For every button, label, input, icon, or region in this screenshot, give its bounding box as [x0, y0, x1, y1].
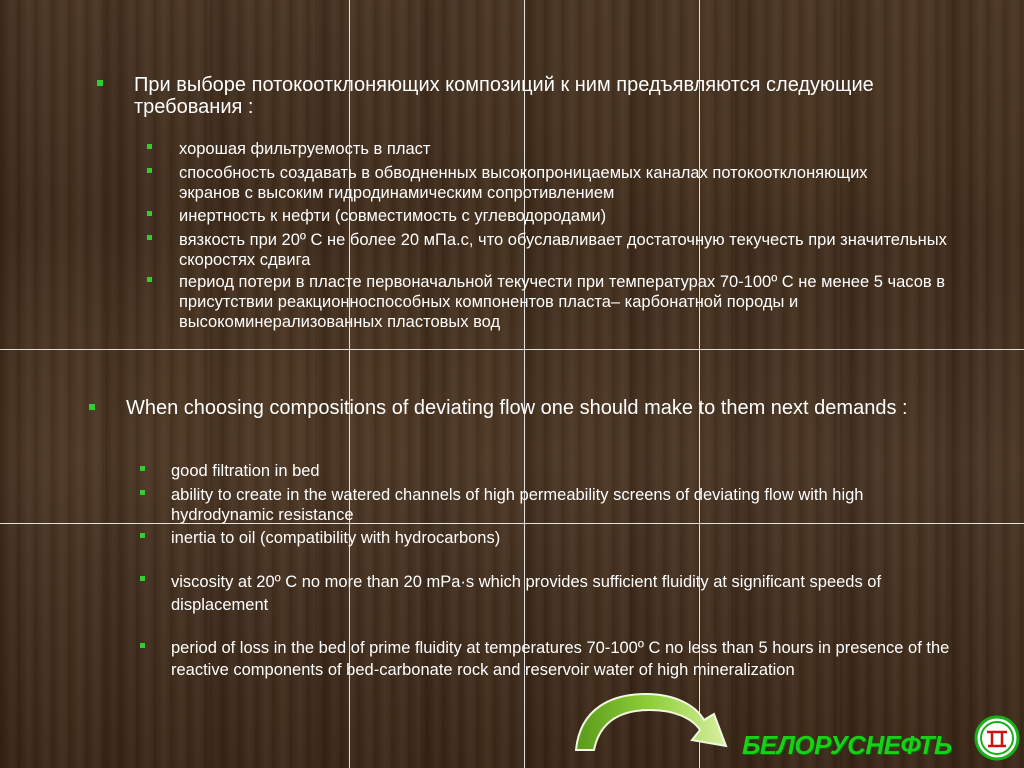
ru-item-3: инертность к нефти (совместимость с углеводородами): [179, 207, 607, 225]
grid-line-h1: [0, 349, 1024, 350]
bullet-icon: [140, 643, 145, 648]
company-emblem-icon: [974, 715, 1020, 761]
bullet-icon: [147, 235, 152, 240]
bullet-icon: [147, 211, 152, 216]
en-item-1: good filtration in bed: [171, 462, 320, 480]
bullet-icon: [89, 404, 95, 410]
en-item-4: viscosity at 20º С no more than 20 mPa·s which provides sufficient fluidity at significant speeds of displacement: [171, 573, 882, 614]
bullet-icon: [140, 466, 145, 471]
bullet-icon: [147, 168, 152, 173]
ru-item-2: способность создавать в обводненных высокопроницаемых каналах потокоотклоняющих экранов с высоким гидродинамическим сопротивлением: [179, 164, 868, 202]
bullet-icon: [140, 490, 145, 495]
ru-intro: При выборе потокоотклоняющих композиций к ним предъявляются следующие требования :: [134, 74, 874, 118]
bullet-icon: [140, 533, 145, 538]
ru-item-5: период потери в пласте первоначальной текучести при температурах 70-100º С не менее 5 часов в присутствии реакционноспособных компонентов пласта– карбонатной породы и высокоминерализованных пластовых вод: [179, 273, 946, 331]
company-logo-text: БЕЛОРУСНЕФТЬ: [742, 730, 952, 760]
curved-arrow-icon: [572, 690, 732, 752]
ru-item-4: вязкость при 20º С не более 20 мПа.с, что обуславливает достаточную текучесть при значительных скоростях сдвига: [179, 231, 947, 269]
bullet-icon: [97, 80, 103, 86]
en-intro: When choosing compositions of deviating flow one should make to them next demands :: [126, 397, 908, 419]
en-item-2: ability to create in the watered channels of high permeability screens of deviating flow with high hydrodynamic resistance: [171, 486, 864, 524]
bullet-icon: [147, 144, 152, 149]
bullet-icon: [147, 277, 152, 282]
en-item-5: period of loss in the bed of prime fluidity at temperatures 70-100º С no less than 5 hours in presence of the reactive components of bed-carbonate rock and reservoir water of high mineralization: [171, 639, 950, 679]
en-item-3: inertia to oil (compatibility with hydrocarbons): [171, 529, 501, 547]
ru-item-1: хорошая фильтруемость в пласт: [179, 140, 431, 158]
bullet-icon: [140, 576, 145, 581]
